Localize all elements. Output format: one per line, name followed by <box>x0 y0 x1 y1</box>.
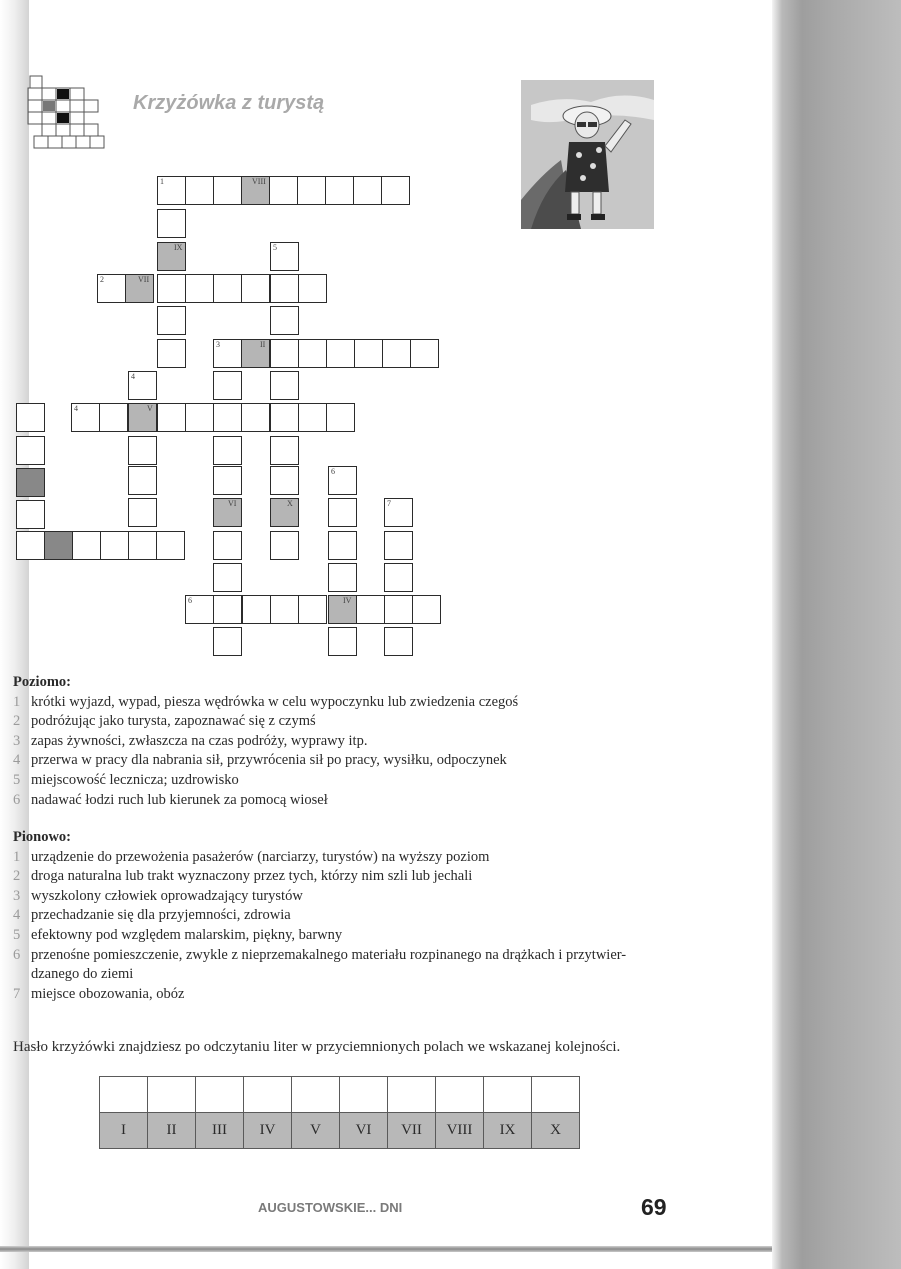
crossword-cell[interactable] <box>270 436 299 465</box>
page-title: Krzyżówka z turystą <box>133 92 325 114</box>
solution-index: VIII <box>436 1113 484 1149</box>
marker-label: X <box>287 499 293 508</box>
page-number: 69 <box>641 1194 667 1220</box>
solution-cell[interactable] <box>244 1077 292 1113</box>
crossword-cell-marked[interactable] <box>241 339 270 368</box>
crossword-cell[interactable] <box>72 531 101 560</box>
down-heading: Pionowo: <box>13 829 71 845</box>
crossword-cell[interactable] <box>185 595 214 624</box>
crossword-cell[interactable] <box>298 403 327 432</box>
clue-item: 4 przerwa w pracy dla nabrania sił, przywrócenia sił po pracy, wysiłku, odpoczynek <box>13 752 507 769</box>
tourist-illustration <box>521 80 654 229</box>
crossword-cell-marked[interactable] <box>270 498 299 527</box>
crossword-cell[interactable] <box>16 500 45 529</box>
down-clues <box>13 828 733 1004</box>
crossword-cell[interactable] <box>270 306 299 335</box>
crossword-cell[interactable] <box>213 595 242 624</box>
crossword-cell[interactable] <box>242 595 271 624</box>
solution-cell[interactable] <box>292 1077 340 1113</box>
clue-item: 2 podróżując jako turysta, zapoznawać się z czymś <box>13 713 316 730</box>
crossword-cell[interactable] <box>356 595 385 624</box>
crossword-cell[interactable] <box>326 339 355 368</box>
clue-number: 6 <box>331 467 335 476</box>
crossword-logo-icon <box>24 74 120 160</box>
clue-item: 7 miejsce obozowania, obóz <box>13 985 185 1002</box>
bottom-page-edge <box>0 1246 772 1252</box>
crossword-cell[interactable] <box>99 403 128 432</box>
solution-index: V <box>292 1113 340 1149</box>
book-title: AUGUSTOWSKIE... DNI <box>258 1200 403 1215</box>
crossword-cell[interactable] <box>213 563 242 592</box>
solution-index: I <box>100 1113 148 1149</box>
crossword-cell[interactable] <box>325 176 354 205</box>
marker-label: VIII <box>252 177 266 186</box>
solution-index: VI <box>340 1113 388 1149</box>
left-page-edge <box>0 0 29 1269</box>
crossword-cell[interactable] <box>412 595 441 624</box>
solution-hint: Hasło krzyżówki znajdziesz po odczytaniu liter w przyciemnionych polach we wskazanej kolejności. <box>13 1039 621 1055</box>
clue-number: 3 <box>216 340 220 349</box>
crossword-cell[interactable] <box>326 403 355 432</box>
crossword-cell[interactable] <box>269 176 298 205</box>
crossword-cell[interactable] <box>328 498 357 527</box>
crossword-cell-marked[interactable] <box>213 498 242 527</box>
crossword-cell[interactable] <box>328 627 357 656</box>
crossword-cell[interactable] <box>270 531 299 560</box>
solution-index: IX <box>484 1113 532 1149</box>
crossword-cell[interactable] <box>213 466 242 495</box>
clue-item: 2 droga naturalna lub trakt wyznaczony przez tych, którzy nim szli lub jechali <box>13 868 473 885</box>
solution-index: IV <box>244 1113 292 1149</box>
crossword-cell[interactable] <box>270 403 299 432</box>
crossword-cell[interactable] <box>128 436 157 465</box>
solution-index: II <box>148 1113 196 1149</box>
crossword-cell[interactable] <box>157 306 186 335</box>
crossword-cell[interactable] <box>128 531 157 560</box>
crossword-cell[interactable] <box>157 403 186 432</box>
marker-label: VI <box>228 499 237 508</box>
crossword-cell[interactable] <box>185 403 214 432</box>
solution-cell[interactable] <box>388 1077 436 1113</box>
crossword-cell[interactable] <box>213 371 242 400</box>
clue-item: 6 nadawać łodzi ruch lub kierunek za pomocą wioseł <box>13 791 328 808</box>
crossword-cell[interactable] <box>270 595 299 624</box>
crossword-cell[interactable] <box>270 371 299 400</box>
crossword-cell[interactable] <box>270 466 299 495</box>
across-clues <box>13 673 733 810</box>
crossword-cell-marked[interactable] <box>125 274 154 303</box>
solution-cell[interactable] <box>148 1077 196 1113</box>
crossword-cell[interactable] <box>157 209 186 238</box>
marker-label: V <box>147 404 153 413</box>
crossword-cell[interactable] <box>185 176 214 205</box>
crossword-cell[interactable] <box>213 531 242 560</box>
marker-label: VII <box>138 275 150 284</box>
book-spine-shadow <box>772 0 901 1269</box>
crossword-cell[interactable] <box>185 274 214 303</box>
clue-number: 1 <box>160 177 164 186</box>
clue-item: 6 przenośne pomieszczenie, zwykle z nieprzemakalnego materiału rozpinanego na drążkach i przytwier- <box>13 946 627 963</box>
solution-cell[interactable] <box>484 1077 532 1113</box>
crossword-cell[interactable] <box>410 339 439 368</box>
crossword-cell[interactable] <box>213 627 242 656</box>
crossword-cell[interactable] <box>213 403 242 432</box>
clue-number: 6 <box>188 596 192 605</box>
clue-number: 7 <box>387 499 391 508</box>
crossword-cell[interactable] <box>270 274 299 303</box>
crossword-cell[interactable] <box>381 176 410 205</box>
clue-item: 1 krótki wyjazd, wypad, piesza wędrówka w celu wypoczynku lub zwiedzenia czegoś <box>13 693 519 710</box>
crossword-cell[interactable] <box>384 563 413 592</box>
crossword-cell[interactable] <box>384 531 413 560</box>
crossword-cell[interactable] <box>16 436 45 465</box>
crossword-cell[interactable] <box>128 466 157 495</box>
crossword-cell[interactable] <box>298 274 327 303</box>
crossword-cell[interactable] <box>270 242 299 271</box>
crossword-cell[interactable] <box>16 403 45 432</box>
solution-cell[interactable] <box>100 1077 148 1113</box>
solution-cell[interactable] <box>196 1077 244 1113</box>
crossword-cell[interactable] <box>297 176 326 205</box>
clue-number: 2 <box>100 275 104 284</box>
crossword-cell[interactable] <box>156 531 185 560</box>
crossword-cell[interactable] <box>71 403 100 432</box>
crossword-cell[interactable] <box>353 176 382 205</box>
crossword-cell[interactable] <box>382 339 411 368</box>
crossword-cell[interactable] <box>44 531 73 560</box>
clue-item: 3 wyszkolony człowiek oprowadzający turystów <box>13 887 303 904</box>
crossword-cell[interactable] <box>16 468 45 497</box>
solution-index: VII <box>388 1113 436 1149</box>
crossword-cell[interactable] <box>270 339 299 368</box>
clue-item: 5 miejscowość lecznicza; uzdrowisko <box>13 771 239 788</box>
crossword-cell[interactable] <box>241 403 270 432</box>
solution-cell[interactable] <box>436 1077 484 1113</box>
crossword-cell[interactable] <box>213 176 242 205</box>
marker-label: IV <box>343 596 352 605</box>
crossword-cell[interactable] <box>128 498 157 527</box>
crossword-cell[interactable] <box>328 531 357 560</box>
crossword-cell[interactable] <box>128 371 157 400</box>
crossword-cell[interactable] <box>213 436 242 465</box>
across-heading: Poziomo: <box>13 674 71 690</box>
crossword-cell[interactable] <box>384 595 413 624</box>
crossword-cell[interactable] <box>100 531 129 560</box>
crossword-cell-marked[interactable] <box>128 403 157 432</box>
solution-index: III <box>196 1113 244 1149</box>
crossword-cell[interactable] <box>97 274 126 303</box>
clue-number: 4 <box>74 404 78 413</box>
clue-item: 3 zapas żywności, zwłaszcza na czas podróży, wyprawy itp. <box>13 732 368 749</box>
solution-table <box>99 1076 580 1149</box>
clue-item: 1 urządzenie do przewożenia pasażerów (narciarzy, turystów) na wyższy poziom <box>13 848 490 865</box>
crossword-cell-marked[interactable] <box>157 242 186 271</box>
crossword-cell-marked[interactable] <box>241 176 270 205</box>
marker-label: IX <box>174 243 183 252</box>
crossword-cell[interactable] <box>213 274 242 303</box>
solution-index: X <box>532 1113 580 1149</box>
clue-item: 4 przechadzanie się dla przyjemności, zdrowia <box>13 907 291 924</box>
crossword-cell-marked[interactable] <box>328 595 357 624</box>
clue-item: 5 efektowny pod względem malarskim, piękny, barwny <box>13 926 343 943</box>
clue-number: 4 <box>131 372 135 381</box>
crossword-cell[interactable] <box>16 531 45 560</box>
clue-number: 5 <box>273 243 277 252</box>
crossword-cell[interactable] <box>384 498 413 527</box>
crossword-cell[interactable] <box>157 176 186 205</box>
clue-item-continuation: dzanego do ziemi <box>31 966 134 983</box>
crossword-cell[interactable] <box>213 339 242 368</box>
crossword-cell[interactable] <box>241 274 270 303</box>
crossword-cell[interactable] <box>384 627 413 656</box>
solution-cell[interactable] <box>532 1077 580 1113</box>
crossword-cell[interactable] <box>157 274 186 303</box>
solution-index-row <box>100 1113 580 1149</box>
marker-label: II <box>260 340 266 349</box>
crossword-cell[interactable] <box>157 339 186 368</box>
crossword-cell[interactable] <box>328 563 357 592</box>
crossword-cell[interactable] <box>298 339 327 368</box>
crossword-cell[interactable] <box>354 339 383 368</box>
crossword-cell[interactable] <box>328 466 357 495</box>
solution-letters-row <box>100 1077 580 1113</box>
solution-cell[interactable] <box>340 1077 388 1113</box>
crossword-cell[interactable] <box>298 595 327 624</box>
